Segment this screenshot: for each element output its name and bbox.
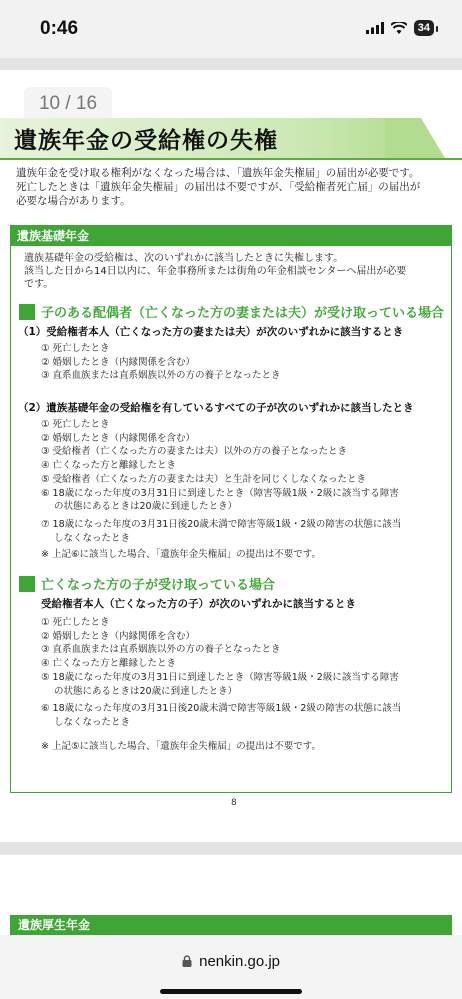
box-intro xyxy=(24,252,444,291)
list-item: ③ 直系血族または直系姻族以外の方の養子となったとき xyxy=(41,370,281,382)
list-item: ⑦ 18歳になった年度の3月31日後20歳未満で障害等級1級・2級の障害の状態に該当 xyxy=(41,518,402,530)
section-heading-child xyxy=(19,574,275,593)
section-square-icon xyxy=(19,576,35,592)
intro-line: 必要な場合があります。 xyxy=(16,195,131,207)
title-underline xyxy=(0,158,462,160)
title-banner-tip xyxy=(385,118,445,158)
lock-icon xyxy=(182,955,192,967)
list-item: の状態にあるときは20歳に到達したとき） xyxy=(54,501,238,513)
page-number-badge: 10 / 16 xyxy=(24,87,112,121)
box-header: 遺族基礎年金 xyxy=(11,226,451,246)
status-icons xyxy=(366,20,434,36)
battery-icon: 34 xyxy=(414,20,434,36)
browser-address-bar[interactable] xyxy=(0,935,462,999)
list-item: ③ 受給権者（亡くなった方の妻または夫）以外の方の養子となったとき xyxy=(41,446,348,458)
list-item: ⑤ 受給権者（亡くなった方の妻または夫）と生計を同じくしなくなったとき xyxy=(41,473,367,485)
sub-heading-3: 受給権者本人（亡くなった方の子）が次のいずれかに該当するとき xyxy=(41,598,356,610)
list-item: ④ 亡くなった方と離縁したとき xyxy=(41,658,177,670)
sub-heading-1: （1）受給権者本人（亡くなった方の妻または夫）が次のいずれかに該当するとき xyxy=(18,326,404,338)
section-square-icon xyxy=(19,304,35,320)
intro-line: 遺族年金を受け取る権利がなくなった場合は、「遺族年金失権届」の届出が必要です。 xyxy=(16,167,420,179)
list-item: ⑤ 18歳になった年度の3月31日に到達したとき（障害等級1級・2級に該当する障害 xyxy=(41,671,399,683)
page-title: 遺族年金の受給権の失権 xyxy=(14,128,278,154)
page-intro xyxy=(16,166,452,208)
url-display[interactable] xyxy=(0,953,462,970)
note-2: ※ 上記⑤に該当した場合、「遺族年金失権届」の提出は不要です。 xyxy=(41,741,321,752)
cellular-signal-icon xyxy=(366,22,384,34)
list-item: の状態にあるときは20歳に到達したとき） xyxy=(54,685,238,697)
list-item: ③ 直系血族または直系姻族以外の方の養子となったとき xyxy=(41,644,281,656)
list-item: ② 婚姻したとき（内縁関係を含む） xyxy=(41,356,196,368)
list-sub2 xyxy=(41,418,441,545)
box-intro-line: 該当した日から14日以内に、年金事務所または街角の年金相談センターへ届出が必要 xyxy=(24,266,407,277)
section-heading-text: 亡くなった方の子が受け取っている場合 xyxy=(41,578,276,593)
url-text: nenkin.go.jp xyxy=(199,953,281,970)
list-item: ② 婚姻したとき（内縁関係を含む） xyxy=(41,630,196,642)
list-item: ⑥ 18歳になった年度の3月31日後20歳未満で障害等級1級・2級の障害の状態に該当 xyxy=(41,703,402,715)
list-section2 xyxy=(41,616,441,730)
section-heading-spouse xyxy=(19,302,444,321)
section-heading-text: 子のある配偶者（亡くなった方の妻または夫）が受け取っている場合 xyxy=(41,306,445,321)
intro-line: 死亡したときは「遺族年金失権届」の届出は不要ですが、「受給権者死亡届」の届出が xyxy=(16,181,421,193)
list-item: ① 死亡したとき xyxy=(41,419,110,430)
home-indicator[interactable] xyxy=(160,989,302,994)
status-time: 0:46 xyxy=(40,18,79,39)
status-bar xyxy=(0,0,462,58)
page-separator xyxy=(0,842,462,855)
list-item: しなくなったとき xyxy=(54,532,131,544)
document-page xyxy=(0,70,462,842)
sub-heading-2: （2）遺族基礎年金の受給権を有しているすべての子が次のいずれかに該当したとき xyxy=(18,402,414,414)
list-item: ① 死亡したとき xyxy=(41,343,110,354)
page-footer-number: 8 xyxy=(231,798,237,808)
info-box xyxy=(10,225,452,793)
list-item: しなくなったとき xyxy=(54,716,131,728)
box-intro-line: です。 xyxy=(24,279,54,290)
next-page-header: 遺族厚生年金 xyxy=(10,915,452,935)
list-item: ⑥ 18歳になった年度の3月31日に到達したとき（障害等級1級・2級に該当する障害 xyxy=(41,487,399,499)
list-item: ④ 亡くなった方と離縁したとき xyxy=(41,460,177,472)
page-separator xyxy=(0,58,462,70)
list-item: ① 死亡したとき xyxy=(41,617,110,628)
box-intro-line: 遺族基礎年金の受給権は、次のいずれかに該当したときに失権します。 xyxy=(24,253,344,264)
list-item: ② 婚姻したとき（内縁関係を含む） xyxy=(41,432,196,444)
list-sub1 xyxy=(41,342,441,383)
wifi-icon xyxy=(391,22,407,34)
note-1: ※ 上記⑥に該当した場合、「遺族年金失権届」の提出は不要です。 xyxy=(41,549,321,560)
